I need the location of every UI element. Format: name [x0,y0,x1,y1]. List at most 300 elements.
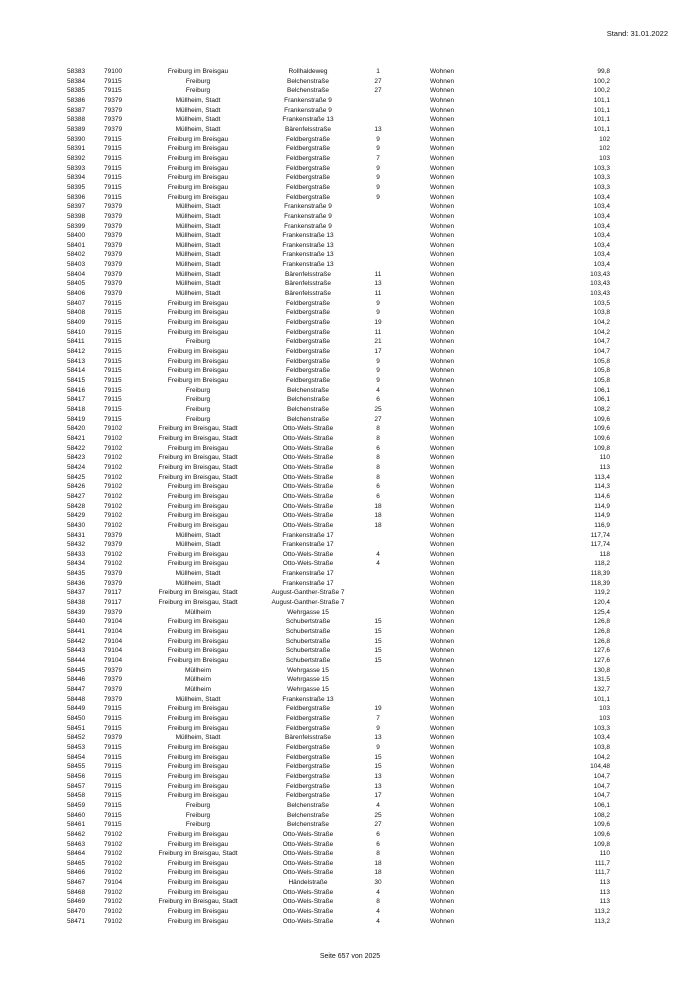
cell-ort: Freiburg im Breisgau [167,908,229,916]
table-row [67,212,610,222]
cell-plz: 79115 [104,164,122,172]
cell-strasse: Otto-Wels-Straße [282,859,334,867]
cell-spacer [398,733,430,743]
cell-wert: 100,2 [593,77,610,85]
table-row [67,511,610,521]
cell-hausnummer: 27 [374,821,382,829]
cell-hausnummer: 15 [374,647,382,655]
table-row [67,695,610,705]
cell-hausnummer: 9 [376,357,380,365]
cell-id: 58452 [67,734,86,742]
cell-nutzung: Wohnen [430,463,455,471]
cell-hausnummer: 11 [374,328,382,336]
cell-ort: Freiburg im Breisgau [167,714,229,722]
cell-nutzung: Wohnen [430,212,455,220]
cell-spacer [398,772,430,782]
cell-wert: 106,1 [593,386,610,394]
cell-id: 58427 [67,492,86,500]
cell-strasse: Frankenstraße 13 [282,251,334,259]
table-row [67,550,610,560]
cell-hausnummer: 9 [376,309,380,317]
table-row [67,588,610,598]
cell-nutzung: Wohnen [430,299,455,307]
cell-wert: 103,8 [593,309,610,317]
table-row [67,279,610,289]
cell-nutzung: Wohnen [430,830,455,838]
cell-hausnummer: 7 [376,714,380,722]
cell-id: 58444 [67,657,86,665]
cell-ort: Freiburg im Breisgau [167,309,229,317]
cell-plz: 79104 [104,647,123,655]
cell-hausnummer: 11 [374,270,382,278]
cell-id: 58461 [67,821,86,829]
cell-wert: 126,8 [593,618,610,626]
cell-plz: 79379 [104,734,123,742]
cell-strasse: Otto-Wels-Straße [282,917,334,925]
cell-ort: Freiburg im Breisgau, Stadt [158,850,238,858]
cell-nutzung: Wohnen [430,531,455,539]
cell-strasse: Frankenstraße 9 [284,96,332,104]
table-row [67,366,610,376]
cell-ort: Freiburg im Breisgau [167,869,229,877]
cell-wert: 111,7 [594,859,610,867]
cell-nutzung: Wohnen [430,821,455,829]
cell-id: 58395 [67,183,86,191]
cell-strasse: Belchenstraße [287,386,329,394]
cell-id: 58407 [67,299,86,307]
cell-hausnummer: 9 [376,135,380,143]
cell-hausnummer: 8 [376,454,380,462]
table-row [67,202,610,212]
cell-strasse: Feldbergstraße [285,193,331,201]
cell-nutzung: Wohnen [430,859,455,867]
cell-nutzung: Wohnen [430,135,455,143]
cell-spacer [398,492,430,502]
cell-strasse: Bärenfelsstraße [285,270,331,278]
cell-strasse: Bärenfelsstraße [285,734,331,742]
cell-hausnummer [358,666,398,676]
cell-ort: Freiburg im Breisgau [167,492,229,500]
cell-spacer [398,540,430,550]
cell-id: 58441 [67,628,86,636]
cell-ort: Freiburg im Breisgau [167,560,229,568]
cell-ort: Freiburg im Breisgau [167,830,229,838]
table-row [67,801,610,811]
cell-nutzung: Wohnen [430,879,455,887]
cell-nutzung: Wohnen [430,125,455,133]
cell-plz: 79115 [104,145,122,153]
cell-spacer [398,907,430,917]
cell-hausnummer [358,540,398,550]
cell-hausnummer: 25 [374,811,382,819]
cell-nutzung: Wohnen [430,444,455,452]
cell-id: 58388 [67,116,86,124]
cell-hausnummer: 19 [374,319,382,327]
cell-id: 58400 [67,232,86,240]
cell-ort: Freiburg im Breisgau [167,724,229,732]
cell-ort: Müllheim, Stadt [175,212,221,220]
cell-id: 58428 [67,502,86,510]
cell-hausnummer: 6 [376,444,380,452]
cell-spacer [398,405,430,415]
cell-plz: 79115 [104,724,122,732]
cell-wert: 131,5 [593,676,610,684]
cell-id: 58384 [67,77,86,85]
cell-wert: 101,1 [593,116,610,124]
cell-nutzung: Wohnen [430,908,455,916]
cell-spacer [398,559,430,569]
cell-wert: 110 [599,454,610,462]
cell-ort: Müllheim, Stadt [175,280,221,288]
cell-plz: 79102 [104,463,123,471]
cell-nutzung: Wohnen [430,367,455,375]
cell-strasse: Feldbergstraße [285,377,331,384]
table-row [67,386,610,396]
cell-spacer [398,588,430,598]
cell-ort: Freiburg [185,338,211,346]
cell-nutzung: Wohnen [430,492,455,500]
cell-nutzung: Wohnen [430,502,455,510]
cell-strasse: Frankenstraße 17 [282,541,334,549]
cell-ort: Freiburg im Breisgau [167,328,229,336]
stand-date: Stand: 31.01.2022 [606,29,668,38]
table-row [67,318,610,328]
cell-wert: 104,2 [593,319,610,327]
cell-strasse: Feldbergstraße [285,299,331,307]
table-row [67,637,610,647]
cell-spacer [398,550,430,560]
cell-ort: Freiburg [185,386,211,394]
table-row [67,540,610,550]
table-row [67,608,610,618]
cell-plz: 79379 [104,125,123,133]
cell-nutzung: Wohnen [430,405,455,413]
cell-spacer [398,666,430,676]
cell-strasse: Rollhaldeweg [288,68,328,75]
cell-nutzung: Wohnen [430,792,455,800]
cell-ort: Müllheim [184,676,211,684]
table-row [67,743,610,753]
cell-spacer [398,637,430,647]
cell-nutzung: Wohnen [430,618,455,626]
cell-hausnummer [358,579,398,589]
cell-plz: 79102 [104,908,123,916]
cell-ort: Freiburg im Breisgau [167,502,229,510]
cell-wert: 120,4 [593,599,610,607]
cell-id: 58394 [67,174,86,182]
cell-id: 58437 [67,589,86,597]
cell-nutzung: Wohnen [430,850,455,858]
cell-plz: 79115 [104,183,122,191]
cell-hausnummer: 21 [374,338,382,346]
cell-plz: 79104 [104,628,123,636]
cell-plz: 79115 [104,386,122,394]
cell-hausnummer: 15 [374,753,382,761]
cell-id: 58465 [67,859,86,867]
cell-strasse: Otto-Wels-Straße [282,434,334,442]
cell-hausnummer [358,685,398,695]
cell-wert: 127,6 [593,657,610,665]
cell-ort: Freiburg im Breisgau [167,193,229,201]
cell-wert: 103,43 [590,280,610,288]
cell-wert: 103,4 [593,734,610,742]
cell-spacer [398,830,430,840]
cell-spacer [398,502,430,512]
cell-wert: 109,6 [593,830,610,838]
cell-hausnummer: 4 [376,801,380,809]
cell-strasse: Otto-Wels-Straße [282,483,334,491]
cell-spacer [398,791,430,801]
cell-spacer [398,569,430,579]
cell-strasse: Feldbergstraße [285,367,331,375]
cell-wert: 103,4 [593,222,610,230]
cell-id: 58463 [67,840,86,848]
table-row [67,337,610,347]
cell-hausnummer: 9 [376,183,380,191]
cell-nutzung: Wohnen [430,753,455,761]
cell-nutzung: Wohnen [430,87,455,95]
table-row [67,173,610,183]
cell-spacer [398,453,430,463]
cell-strasse: Feldbergstraße [285,338,331,346]
table-row [67,308,610,318]
cell-ort: Müllheim, Stadt [175,579,221,587]
table-row [67,424,610,434]
cell-plz: 79379 [104,116,123,124]
cell-plz: 79117 [104,599,122,607]
cell-spacer [398,695,430,705]
cell-ort: Müllheim, Stadt [175,290,221,298]
cell-strasse: Otto-Wels-Straße [282,454,334,462]
cell-nutzung: Wohnen [430,270,455,278]
table-row [67,685,610,695]
cell-wert: 109,6 [593,415,610,423]
cell-nutzung: Wohnen [430,473,455,481]
cell-nutzung: Wohnen [430,116,455,124]
cell-wert: 102 [599,145,610,153]
cell-plz: 79115 [104,811,122,819]
cell-plz: 79102 [104,869,123,877]
cell-hausnummer: 15 [374,628,382,636]
cell-hausnummer: 13 [374,772,382,780]
cell-spacer [398,521,430,531]
table-row [67,473,610,483]
cell-strasse: Otto-Wels-Straße [282,550,334,558]
page-number: Seite 657 von 2025 [319,953,381,960]
cell-nutzung: Wohnen [430,154,455,162]
cell-plz: 79115 [104,792,122,800]
cell-id: 58419 [67,415,86,423]
cell-ort: Freiburg im Breisgau [167,164,229,172]
cell-ort: Freiburg im Breisgau [167,888,229,896]
cell-ort: Freiburg im Breisgau [167,792,229,800]
cell-spacer [398,608,430,618]
cell-ort: Freiburg im Breisgau [167,763,229,771]
cell-hausnummer: 18 [374,859,382,867]
cell-plz: 79115 [104,87,122,95]
cell-ort: Freiburg [185,405,211,413]
cell-ort: Freiburg im Breisgau, Stadt [158,425,238,433]
table-row [67,357,610,367]
cell-hausnummer: 13 [374,734,382,742]
table-row [67,453,610,463]
cell-spacer [398,231,430,241]
cell-id: 58409 [67,319,86,327]
cell-hausnummer: 27 [374,77,382,85]
cell-id: 58424 [67,463,86,471]
cell-plz: 79115 [104,299,122,307]
cell-hausnummer: 25 [374,405,382,413]
cell-id: 58386 [67,96,86,104]
cell-spacer [398,106,430,116]
cell-strasse: Otto-Wels-Straße [282,502,334,510]
cell-hausnummer: 9 [376,193,380,201]
cell-ort: Müllheim, Stadt [175,222,221,230]
cell-nutzung: Wohnen [430,763,455,771]
cell-hausnummer [358,675,398,685]
cell-wert: 109,6 [593,425,610,433]
cell-plz: 79102 [104,859,123,867]
cell-plz: 79115 [104,405,122,413]
cell-wert: 114,6 [594,492,610,500]
cell-spacer [398,656,430,666]
cell-hausnummer: 7 [376,154,380,162]
table-row [67,193,610,203]
cell-strasse: Belchenstraße [287,77,329,85]
cell-plz: 79115 [104,174,122,182]
cell-id: 58413 [67,357,86,365]
cell-id: 58442 [67,637,86,645]
cell-strasse: Wehrgasse 15 [287,686,329,693]
cell-plz: 79102 [104,512,123,520]
cell-spacer [398,415,430,425]
cell-plz: 79115 [104,705,122,713]
cell-hausnummer: 9 [376,174,380,182]
cell-strasse: Feldbergstraße [285,164,331,172]
cell-hausnummer: 11 [374,290,382,298]
cell-strasse: Otto-Wels-Straße [282,560,334,568]
cell-id: 58393 [67,164,86,172]
table-row [67,125,610,135]
cell-hausnummer: 18 [374,521,382,529]
cell-wert: 103,3 [593,164,610,172]
cell-spacer [398,897,430,907]
cell-plz: 79379 [104,251,123,259]
cell-nutzung: Wohnen [430,724,455,732]
cell-spacer [398,164,430,174]
cell-id: 58416 [67,386,86,394]
cell-nutzung: Wohnen [430,647,455,655]
cell-strasse: Wehrgasse 15 [287,666,329,674]
table-row [67,502,610,512]
cell-spacer [398,328,430,338]
cell-hausnummer [358,569,398,579]
cell-ort: Freiburg im Breisgau [167,68,229,75]
cell-strasse: Otto-Wels-Straße [282,898,334,906]
cell-wert: 103,4 [593,212,610,220]
table-row [67,415,610,425]
cell-ort: Freiburg [185,415,211,423]
table-row [67,666,610,676]
cell-plz: 79102 [104,425,123,433]
cell-wert: 113 [599,879,610,887]
cell-ort: Freiburg im Breisgau [167,550,229,558]
cell-strasse: Wehrgasse 15 [287,608,329,616]
cell-nutzung: Wohnen [430,772,455,780]
cell-wert: 103,5 [593,299,610,307]
cell-spacer [398,77,430,87]
cell-nutzung: Wohnen [430,869,455,877]
table-row [67,579,610,589]
table-row [67,463,610,473]
cell-ort: Freiburg im Breisgau [167,743,229,751]
cell-spacer [398,685,430,695]
cell-id: 58383 [67,68,86,75]
cell-strasse: Feldbergstraße [285,154,331,162]
cell-spacer [398,724,430,734]
cell-wert: 113,2 [594,908,610,916]
cell-id: 58467 [67,879,86,887]
cell-nutzung: Wohnen [430,106,455,114]
cell-plz: 79379 [104,579,123,587]
cell-nutzung: Wohnen [430,898,455,906]
cell-id: 58411 [67,338,85,346]
cell-hausnummer: 6 [376,483,380,491]
cell-spacer [398,714,430,724]
cell-id: 58466 [67,869,86,877]
table-row [67,704,610,714]
cell-plz: 79102 [104,888,123,896]
cell-nutzung: Wohnen [430,917,455,925]
cell-plz: 79379 [104,106,123,114]
cell-hausnummer: 15 [374,763,382,771]
cell-nutzung: Wohnen [430,396,455,404]
table-row [67,714,610,724]
cell-id: 58438 [67,599,86,607]
cell-ort: Freiburg im Breisgau [167,637,229,645]
cell-wert: 103,4 [593,241,610,249]
cell-strasse: Frankenstraße 9 [284,212,332,220]
cell-strasse: Frankenstraße 13 [282,695,334,703]
table-row [67,376,610,386]
cell-wert: 100,2 [593,87,610,95]
cell-strasse: Otto-Wels-Straße [282,521,334,529]
cell-hausnummer: 13 [374,125,382,133]
cell-ort: Müllheim, Stadt [175,116,221,124]
cell-nutzung: Wohnen [430,377,455,384]
cell-hausnummer: 9 [376,377,380,384]
cell-ort: Freiburg im Breisgau [167,512,229,520]
cell-spacer [398,627,430,637]
cell-spacer [398,260,430,270]
cell-ort: Freiburg im Breisgau [167,183,229,191]
cell-plz: 79379 [104,203,123,211]
cell-id: 58399 [67,222,86,230]
cell-spacer [398,96,430,106]
cell-wert: 103 [599,714,610,722]
cell-strasse: Belchenstraße [287,821,329,829]
cell-id: 58426 [67,483,86,491]
cell-id: 58396 [67,193,86,201]
cell-id: 58457 [67,782,86,790]
cell-hausnummer: 4 [376,908,380,916]
cell-nutzung: Wohnen [430,319,455,327]
cell-hausnummer [358,588,398,598]
cell-wert: 103,8 [593,743,610,751]
cell-id: 58387 [67,106,86,114]
cell-id: 58435 [67,570,86,578]
cell-plz: 79115 [104,338,122,346]
